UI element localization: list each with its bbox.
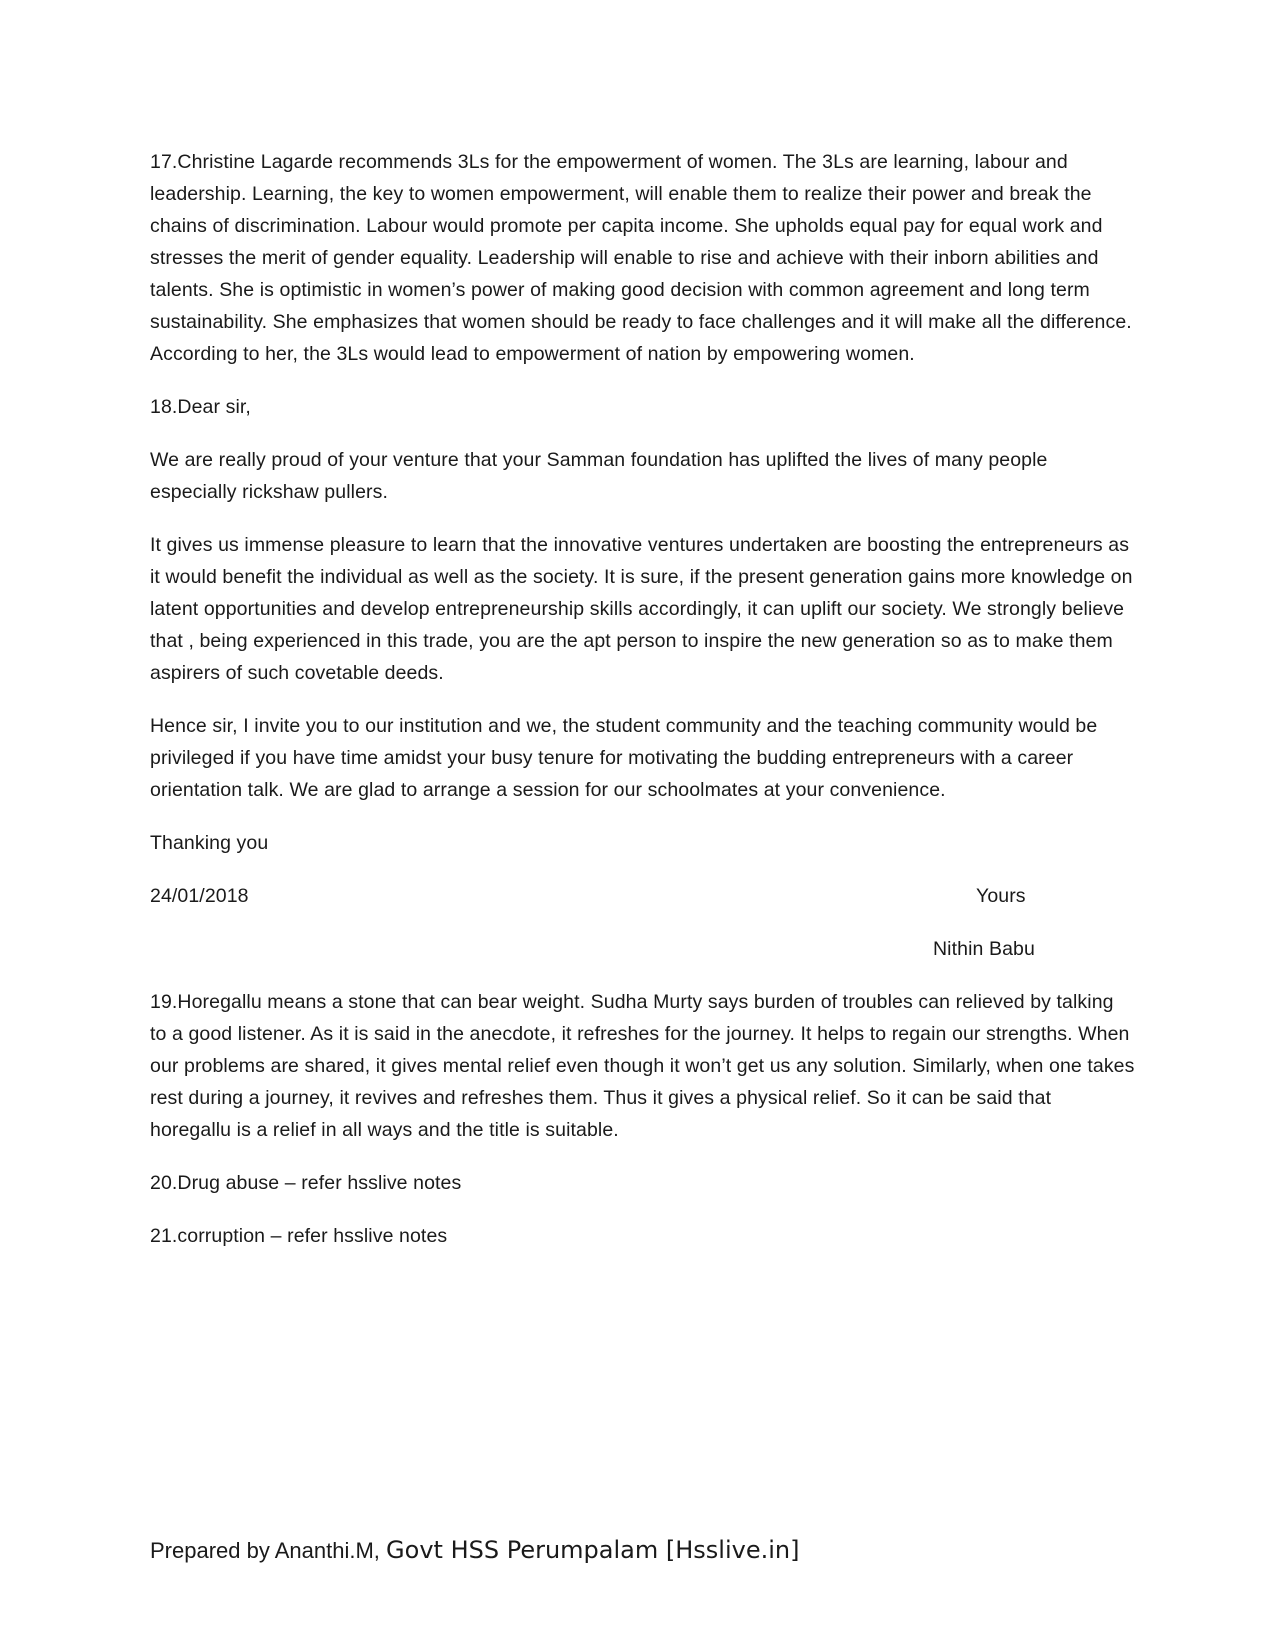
letter-salutation: 18.Dear sir, xyxy=(150,396,251,418)
signature-row xyxy=(150,933,1135,965)
letter-paragraph-2: It gives us immense pleasure to learn that the innovative ventures undertaken are boosting the entrepreneurs as it would benefit the individual as well as the society. It is sure, if the present generation gains more knowledge on latent opportunities and develop entrepreneurship skills accordingly, it can uplift our society. We strongly believe that , being experienced in this trade, you are the apt person to inspire the new generation so as to make them aspirers of such covetable deeds. xyxy=(150,534,1133,684)
answer-20-line: 20.Drug abuse – refer hsslive notes xyxy=(150,1172,462,1194)
page-footer xyxy=(150,1534,799,1567)
letter-closing: Thanking you xyxy=(150,832,269,854)
letter-yours: Yours xyxy=(976,885,1026,907)
date-row xyxy=(150,880,1135,912)
footer-school: Govt HSS Perumpalam [Hsslive.in] xyxy=(386,1536,800,1564)
document-body xyxy=(150,146,1135,1273)
answer-17-paragraph: 17.Christine Lagarde recommends 3Ls for the empowerment of women. The 3Ls are learning, labour and leadership. Learning, the key to women empowerment, will enable them to realize their power and break the chains of discrimination. Labour would promote per capita income. She upholds equal pay for equal work and stresses the merit of gender equality. Leadership will enable to rise and achieve with their inborn abilities and talents. She is optimistic in women’s power of making good decision with common agreement and long term sustainability. She emphasizes that women should be ready to face challenges and it will make all the difference. According to her, the 3Ls would lead to empowerment of nation by empowering women. xyxy=(150,151,1132,365)
letter-paragraph-3: Hence sir, I invite you to our institution and we, the student community and the teaching community would be privileged if you have time amidst your busy tenure for motivating the budding entrepreneurs with a career orientation talk. We are glad to arrange a session for our schoolmates at your convenience. xyxy=(150,715,1098,801)
letter-date: 24/01/2018 xyxy=(150,885,249,907)
answer-19-paragraph: 19.Horegallu means a stone that can bear weight. Sudha Murty says burden of troubles can relieved by talking to a good listener. As it is said in the anecdote, it refreshes for the journey. It helps to regain our strengths. When our problems are shared, it gives mental relief even though it won’t get us any solution. Similarly, when one takes rest during a journey, it revives and refreshes them. Thus it gives a physical relief. So it can be said that horegallu is a relief in all ways and the title is suitable. xyxy=(150,991,1135,1141)
letter-paragraph-1: We are really proud of your venture that your Samman foundation has uplifted the lives of many people especially rickshaw pullers. xyxy=(150,449,1048,503)
footer-prepared-by: Prepared by Ananthi.M, xyxy=(150,1538,380,1563)
letter-signature: Nithin Babu xyxy=(933,938,1035,960)
answer-21-line: 21.corruption – refer hsslive notes xyxy=(150,1225,448,1247)
